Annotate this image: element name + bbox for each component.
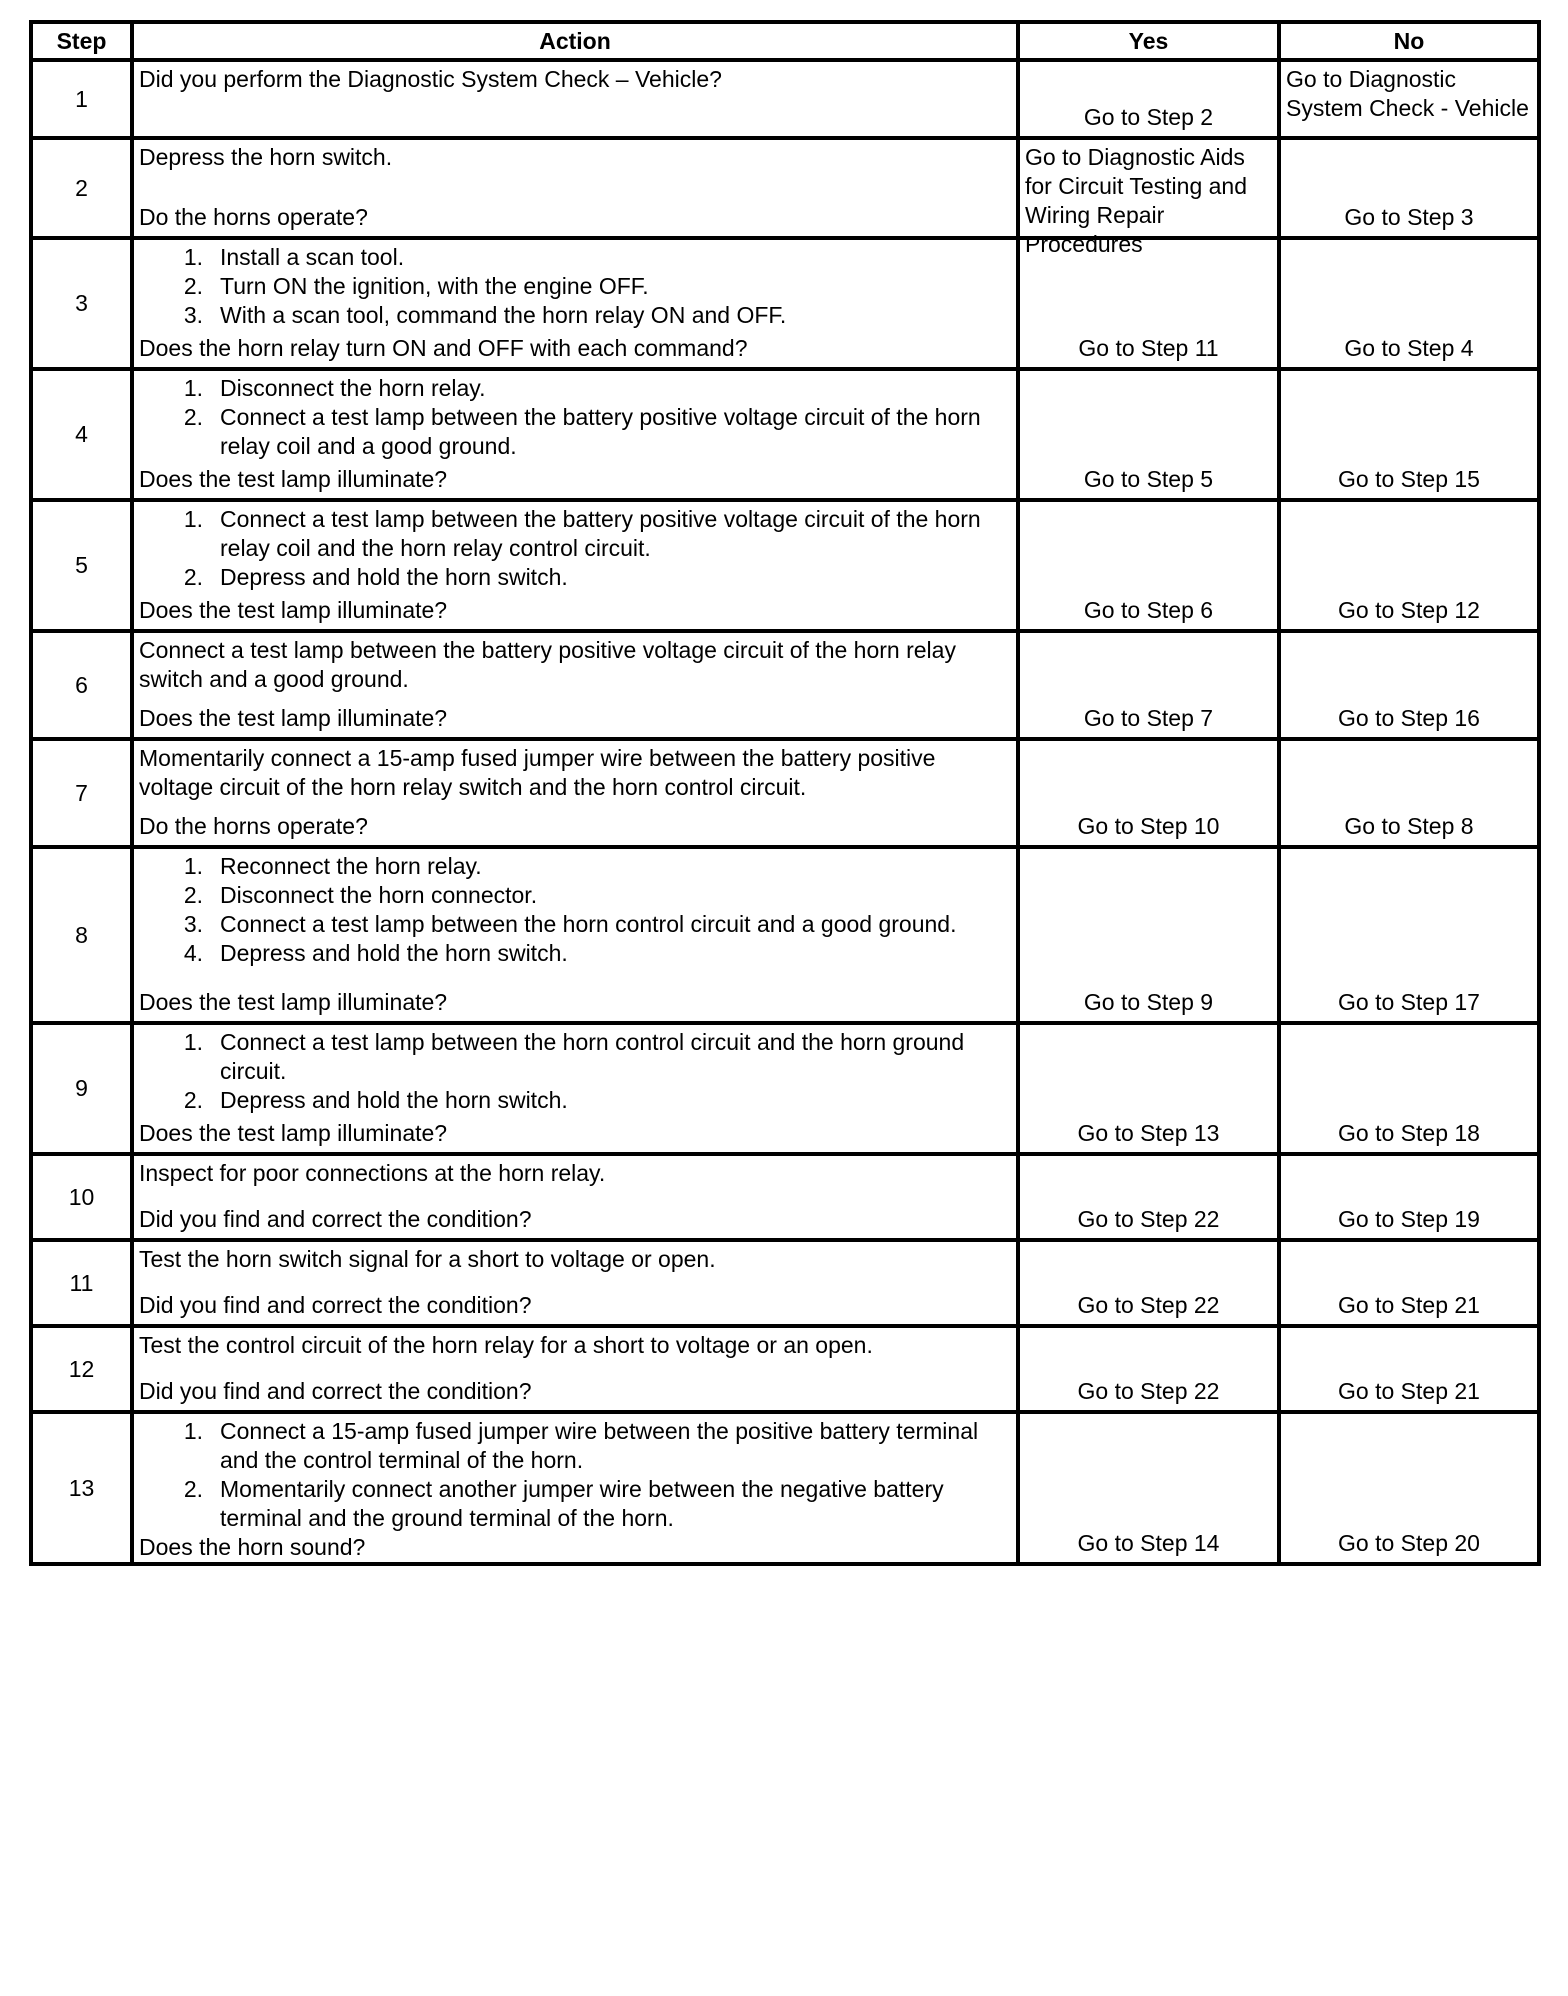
yes-answer: Go to Step 13 bbox=[1077, 1120, 1220, 1146]
substep-item bbox=[139, 243, 1011, 272]
step-number: 13 bbox=[31, 1412, 132, 1564]
action-question: Does the horn sound? bbox=[139, 1534, 366, 1560]
action-question: Did you find and correct the condition? bbox=[139, 1206, 532, 1232]
substep-text: Connect a test lamp between the horn control circuit and a good ground. bbox=[220, 911, 957, 937]
table-row bbox=[31, 1023, 1539, 1154]
yes-cell bbox=[1018, 1023, 1279, 1154]
no-answer: Go to Step 12 bbox=[1338, 597, 1480, 623]
substep-item bbox=[139, 1417, 1011, 1475]
yes-cell bbox=[1018, 500, 1279, 631]
table-row bbox=[31, 847, 1539, 1023]
step-number: 2 bbox=[31, 138, 132, 238]
action-question: Does the test lamp illuminate? bbox=[139, 597, 448, 623]
table-row bbox=[31, 138, 1539, 238]
action-instruction: Depress the horn switch. bbox=[139, 144, 393, 170]
substep-item bbox=[139, 505, 1011, 563]
action-cell bbox=[132, 1154, 1018, 1240]
yes-cell bbox=[1018, 238, 1279, 369]
substep-text: Install a scan tool. bbox=[220, 244, 405, 270]
header-action: Action bbox=[132, 22, 1018, 60]
no-answer: Go to Step 15 bbox=[1338, 466, 1480, 492]
no-answer: Go to Step 20 bbox=[1338, 1530, 1480, 1556]
no-cell bbox=[1279, 60, 1539, 138]
diagnostic-table bbox=[29, 20, 1541, 1566]
action-substeps bbox=[139, 1417, 1011, 1533]
table-row bbox=[31, 60, 1539, 138]
yes-cell bbox=[1018, 847, 1279, 1023]
yes-cell bbox=[1018, 1412, 1279, 1564]
substep-number: 2. bbox=[183, 273, 203, 299]
header-yes: Yes bbox=[1018, 22, 1279, 60]
no-answer: Go to Diagnostic System Check - Vehicle bbox=[1286, 66, 1529, 121]
yes-answer: Go to Step 2 bbox=[1083, 104, 1214, 130]
step-number: 10 bbox=[31, 1154, 132, 1240]
substep-number: 2. bbox=[183, 564, 203, 590]
action-cell bbox=[132, 1240, 1018, 1326]
yes-answer: Go to Step 22 bbox=[1077, 1292, 1220, 1318]
action-substeps bbox=[139, 374, 1011, 461]
action-instruction: Inspect for poor connections at the horn relay. bbox=[139, 1160, 606, 1186]
substep-item bbox=[139, 403, 1011, 461]
action-substeps bbox=[139, 1028, 1011, 1115]
substep-number: 1. bbox=[183, 506, 203, 532]
step-number: 12 bbox=[31, 1326, 132, 1412]
table-row bbox=[31, 369, 1539, 500]
substep-number: 2. bbox=[183, 1476, 203, 1502]
step-number: 7 bbox=[31, 739, 132, 847]
no-cell bbox=[1279, 369, 1539, 500]
yes-answer: Go to Step 11 bbox=[1078, 335, 1219, 361]
action-question: Do the horns operate? bbox=[139, 813, 368, 839]
table-row bbox=[31, 631, 1539, 739]
substep-number: 1. bbox=[183, 244, 203, 270]
substep-item bbox=[139, 563, 1011, 592]
yes-cell bbox=[1018, 1326, 1279, 1412]
substep-number: 4. bbox=[183, 940, 203, 966]
header-step: Step bbox=[31, 22, 132, 60]
yes-answer: Go to Step 6 bbox=[1083, 597, 1214, 623]
no-answer: Go to Step 21 bbox=[1338, 1378, 1480, 1404]
yes-cell bbox=[1018, 739, 1279, 847]
no-cell bbox=[1279, 631, 1539, 739]
action-substeps bbox=[139, 243, 1011, 330]
action-instruction: Connect a test lamp between the battery positive voltage circuit of the horn relay switch and a good ground. bbox=[139, 637, 956, 692]
substep-text: Connect a test lamp between the battery positive voltage circuit of the horn relay coil and a good ground. bbox=[220, 404, 981, 459]
substep-number: 1. bbox=[183, 375, 203, 401]
step-number: 5 bbox=[31, 500, 132, 631]
header-no: No bbox=[1279, 22, 1539, 60]
yes-cell bbox=[1018, 60, 1279, 138]
substep-number: 1. bbox=[183, 1418, 203, 1444]
action-cell bbox=[132, 60, 1018, 138]
substep-item bbox=[139, 301, 1011, 330]
no-cell bbox=[1279, 1326, 1539, 1412]
no-answer: Go to Step 3 bbox=[1344, 204, 1474, 230]
no-cell bbox=[1279, 847, 1539, 1023]
action-cell bbox=[132, 238, 1018, 369]
action-question: Did you find and correct the condition? bbox=[139, 1292, 532, 1318]
no-cell bbox=[1279, 238, 1539, 369]
substep-text: Disconnect the horn connector. bbox=[220, 882, 538, 908]
substep-text: Depress and hold the horn switch. bbox=[220, 564, 568, 590]
substep-number: 3. bbox=[183, 911, 203, 937]
substep-number: 1. bbox=[183, 853, 203, 879]
no-answer: Go to Step 19 bbox=[1338, 1206, 1480, 1232]
step-number: 9 bbox=[31, 1023, 132, 1154]
yes-answer: Go to Step 10 bbox=[1077, 813, 1220, 839]
yes-answer: Go to Step 7 bbox=[1083, 705, 1214, 731]
no-cell bbox=[1279, 1154, 1539, 1240]
yes-cell bbox=[1018, 138, 1279, 257]
yes-answer: Go to Step 5 bbox=[1083, 466, 1214, 492]
table-row bbox=[31, 1412, 1539, 1564]
substep-text: Depress and hold the horn switch. bbox=[220, 940, 568, 966]
table-row bbox=[31, 500, 1539, 631]
action-cell bbox=[132, 369, 1018, 500]
table-row bbox=[31, 238, 1539, 369]
yes-cell bbox=[1018, 369, 1279, 500]
substep-item bbox=[139, 910, 1011, 939]
yes-answer: Go to Step 22 bbox=[1077, 1378, 1220, 1404]
action-cell bbox=[132, 631, 1018, 739]
substep-text: Depress and hold the horn switch. bbox=[220, 1087, 568, 1113]
no-answer: Go to Step 4 bbox=[1344, 335, 1474, 361]
substep-item bbox=[139, 272, 1011, 301]
action-question: Did you find and correct the condition? bbox=[139, 1378, 532, 1404]
action-cell bbox=[132, 1412, 1018, 1564]
substep-text: Turn ON the ignition, with the engine OFF. bbox=[220, 273, 649, 299]
substep-item bbox=[139, 1028, 1011, 1086]
no-cell bbox=[1279, 1412, 1539, 1564]
no-answer: Go to Step 16 bbox=[1338, 705, 1480, 731]
substep-text: Disconnect the horn relay. bbox=[220, 375, 486, 401]
no-cell bbox=[1279, 739, 1539, 847]
substep-item bbox=[139, 374, 1011, 403]
step-number: 8 bbox=[31, 847, 132, 1023]
yes-answer: Go to Step 22 bbox=[1077, 1206, 1220, 1232]
no-answer: Go to Step 21 bbox=[1338, 1292, 1480, 1318]
step-number: 6 bbox=[31, 631, 132, 739]
action-substeps bbox=[139, 505, 1011, 592]
action-question: Does the test lamp illuminate? bbox=[139, 466, 448, 492]
action-cell bbox=[132, 138, 1018, 238]
no-cell bbox=[1279, 500, 1539, 631]
substep-text: Reconnect the horn relay. bbox=[220, 853, 482, 879]
substep-number: 3. bbox=[183, 302, 203, 328]
substep-number: 2. bbox=[183, 1087, 203, 1113]
yes-cell bbox=[1018, 1240, 1279, 1326]
table-row bbox=[31, 739, 1539, 847]
substep-text: Connect a test lamp between the battery positive voltage circuit of the horn relay coil and the horn relay control circuit. bbox=[220, 506, 981, 561]
substep-text: With a scan tool, command the horn relay ON and OFF. bbox=[220, 302, 787, 328]
yes-answer: Go to Step 9 bbox=[1083, 989, 1214, 1015]
action-cell bbox=[132, 1023, 1018, 1154]
action-question: Does the horn relay turn ON and OFF with each command? bbox=[139, 335, 748, 361]
yes-answer: Go to Step 14 bbox=[1077, 1530, 1220, 1556]
substep-item bbox=[139, 939, 1011, 968]
action-cell bbox=[132, 739, 1018, 847]
no-answer: Go to Step 18 bbox=[1338, 1120, 1480, 1146]
step-number: 3 bbox=[31, 238, 132, 369]
table-row bbox=[31, 1154, 1539, 1240]
action-instruction: Did you perform the Diagnostic System Check – Vehicle? bbox=[139, 66, 722, 92]
substep-item bbox=[139, 852, 1011, 881]
substep-number: 2. bbox=[183, 882, 203, 908]
yes-cell bbox=[1018, 631, 1279, 739]
substep-item bbox=[139, 1475, 1011, 1533]
action-cell bbox=[132, 847, 1018, 1023]
substep-text: Connect a 15-amp fused jumper wire between the positive battery terminal and the control terminal of the horn. bbox=[220, 1418, 979, 1473]
action-question: Does the test lamp illuminate? bbox=[139, 705, 448, 731]
substep-text: Momentarily connect another jumper wire between the negative battery terminal and the ground terminal of the horn. bbox=[220, 1476, 944, 1531]
substep-item bbox=[139, 1086, 1011, 1115]
no-answer: Go to Step 8 bbox=[1344, 813, 1474, 839]
table-row bbox=[31, 1326, 1539, 1412]
action-cell bbox=[132, 1326, 1018, 1412]
step-number: 1 bbox=[31, 60, 132, 138]
step-number: 4 bbox=[31, 369, 132, 500]
no-cell bbox=[1279, 1023, 1539, 1154]
action-instruction: Momentarily connect a 15-amp fused jumper wire between the battery positive voltage circuit of the horn relay switch and the horn control circuit. bbox=[139, 745, 936, 800]
action-question: Do the horns operate? bbox=[139, 204, 368, 230]
yes-cell bbox=[1018, 1154, 1279, 1240]
table-body bbox=[31, 60, 1539, 1564]
no-cell bbox=[1279, 1240, 1539, 1326]
substep-item bbox=[139, 881, 1011, 910]
action-instruction: Test the horn switch signal for a short to voltage or open. bbox=[139, 1246, 716, 1272]
action-substeps bbox=[139, 852, 1011, 968]
action-question: Does the test lamp illuminate? bbox=[139, 989, 448, 1015]
substep-text: Connect a test lamp between the horn control circuit and the horn ground circuit. bbox=[220, 1029, 965, 1084]
action-cell bbox=[132, 500, 1018, 631]
header-row bbox=[31, 22, 1539, 60]
no-cell bbox=[1279, 138, 1539, 238]
substep-number: 1. bbox=[183, 1029, 203, 1055]
step-number: 11 bbox=[31, 1240, 132, 1326]
table-row bbox=[31, 1240, 1539, 1326]
substep-number: 2. bbox=[183, 404, 203, 430]
no-answer: Go to Step 17 bbox=[1338, 989, 1480, 1015]
action-question: Does the test lamp illuminate? bbox=[139, 1120, 448, 1146]
action-instruction: Test the control circuit of the horn relay for a short to voltage or an open. bbox=[139, 1332, 873, 1358]
yes-answer: Go to Diagnostic Aids for Circuit Testing and Wiring Repair Procedures bbox=[1025, 144, 1248, 257]
